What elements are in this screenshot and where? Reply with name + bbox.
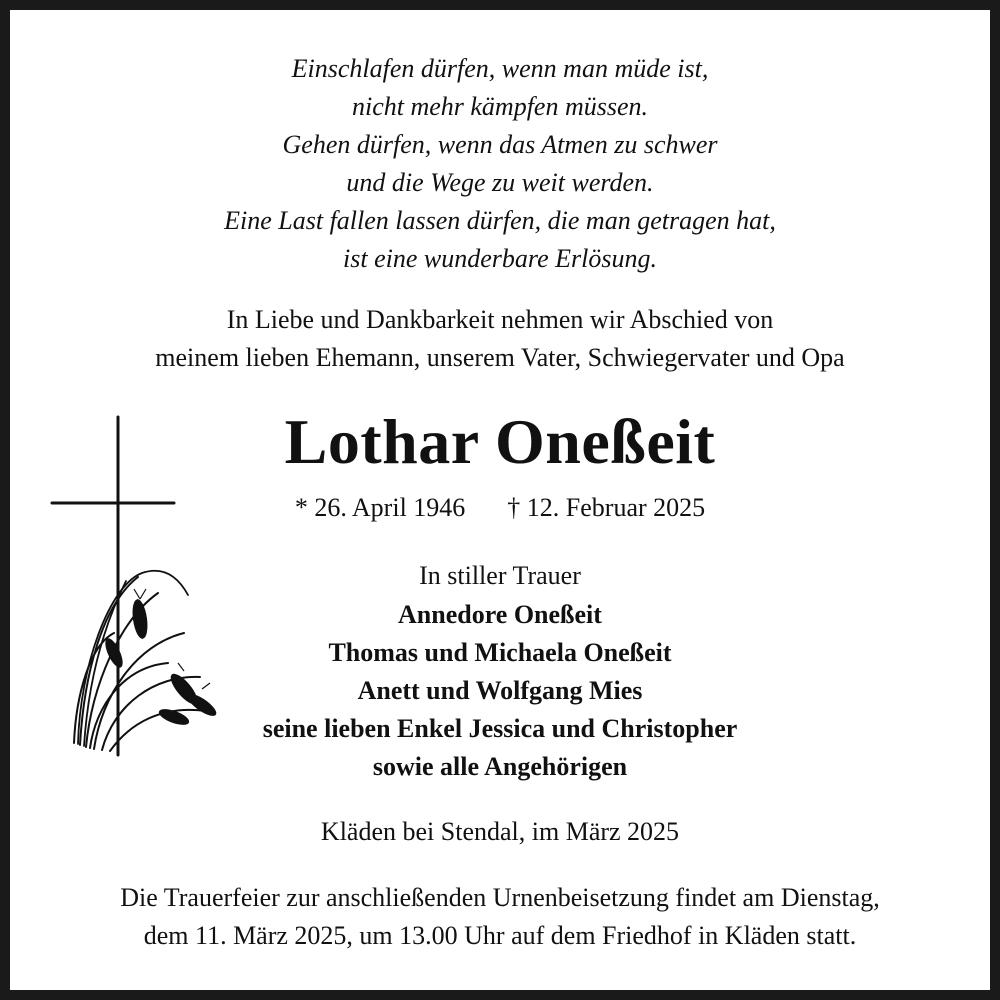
poem-line: Gehen dürfen, wenn das Atmen zu schwer [282, 130, 718, 159]
poem-line: ist eine wunderbare Erlösung. [343, 244, 657, 273]
ceremony-line: Die Trauerfeier zur anschließenden Urnenbeisetzung findet am Dienstag, [120, 883, 880, 912]
mourner-name: sowie alle Angehörigen [372, 752, 628, 781]
intro-line: In Liebe und Dankbarkeit nehmen wir Abschied von [226, 305, 774, 334]
birth-date: * 26. April 1946 [294, 493, 466, 522]
death-date: † 12. Februar 2025 [507, 493, 706, 522]
mourner-name: Thomas und Michaela Oneßeit [328, 638, 672, 667]
mourner-name: Anett und Wolfgang Mies [357, 676, 643, 705]
poem-line: nicht mehr kämpfen müssen. [351, 92, 649, 121]
ceremony-line: dem 11. März 2025, um 13.00 Uhr auf dem Friedhof in Kläden statt. [143, 921, 857, 950]
cross-with-grass-icon [50, 405, 230, 765]
poem-line: Eine Last fallen lassen dürfen, die man getragen hat, [224, 206, 776, 235]
place-date: Kläden bei Stendal, im März 2025 [320, 817, 680, 846]
poem-line: und die Wege zu weit werden. [346, 168, 654, 197]
mourner-name: Annedore Oneßeit [398, 600, 602, 629]
deceased-name: Lothar Oneßeit [284, 406, 716, 477]
intro-line: meinem lieben Ehemann, unserem Vater, Schwiegervater und Opa [155, 343, 845, 372]
mourners-heading: In stiller Trauer [419, 561, 581, 590]
poem-line: Einschlafen dürfen, wenn man müde ist, [291, 54, 709, 83]
mourner-name: seine lieben Enkel Jessica und Christopher [262, 714, 738, 743]
